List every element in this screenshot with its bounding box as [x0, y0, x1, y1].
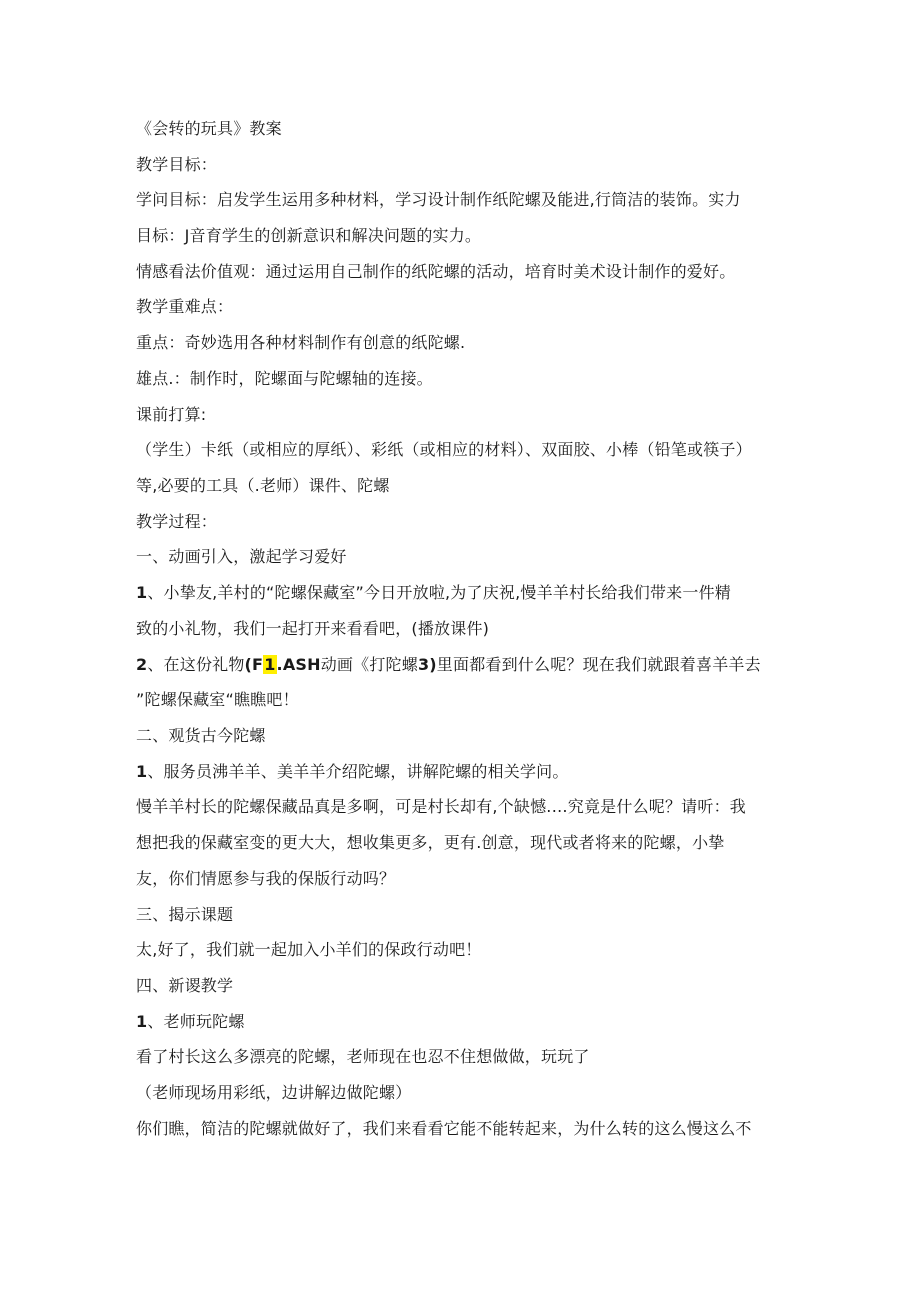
numbered-paragraph — [136, 655, 761, 675]
item-text: 、在这份礼物 — [147, 655, 245, 674]
item-number: 1 — [136, 762, 148, 781]
paragraph-line: 你们瞧，简洁的陀螺就做好了，我们来看看它能不能转起来，为什么转的这么慢这么不 — [136, 1119, 752, 1138]
section-heading: 二、观货古今陀螺 — [136, 726, 266, 745]
section-heading: 四、新谡教学 — [136, 976, 234, 995]
section-heading: 教学过程： — [136, 512, 218, 531]
numbered-paragraph — [136, 762, 569, 782]
paragraph-line: 学问目标：启发学生运用多种材料，学习设计制作纸陀螺及能进,行筒洁的装饰。实力 — [136, 190, 741, 209]
paragraph-line: 重点：奇妙选用各种材料制作有创意的纸陀螺. — [136, 333, 466, 352]
section-heading: 教学重难点： — [136, 297, 234, 316]
document-title: 《会转的玩具》教案 — [136, 119, 282, 138]
item-text: 、服务员沸羊羊、美羊羊介绍陀螺，讲解陀螺的相关学问。 — [147, 762, 569, 781]
paragraph-line: 雄点.：制作时，陀螺面与陀螺轴的连接。 — [136, 369, 433, 388]
item-number: 1 — [136, 583, 148, 602]
paragraph-line: 目标：J音育学生的创新意识和解决问题的实力。 — [136, 226, 482, 245]
item-number: 2 — [136, 655, 148, 674]
paragraph-line: 太,好了，我们就一起加入小羊们的保政行动吧！ — [136, 940, 482, 959]
paragraph-line: 致的小礼物，我们一起打开来看看吧，(播放课件) — [136, 619, 490, 638]
paragraph-line: 看了村长这么多漂亮的陀螺，老师现在也忍不住想做做，玩玩了 — [136, 1047, 590, 1066]
numbered-paragraph — [136, 1012, 245, 1032]
paragraph-line: ”陀螺保藏室“瞧瞧吧！ — [136, 690, 299, 709]
section-heading: 三、揭示课题 — [136, 905, 234, 924]
item-text: 动画《打陀螺 — [320, 655, 418, 674]
numbered-paragraph — [136, 583, 731, 603]
paragraph-line: （学生）卡纸（或相应的厚纸）、彩纸（或相应的材料）、双面胶、小棒（铅笔或筷子） — [136, 440, 752, 459]
section-heading: 教学目标： — [136, 155, 218, 174]
paragraph-line: （老师现场用彩纸，边讲解边做陀螺） — [136, 1083, 412, 1102]
paragraph-line: 想把我的保藏室变的更大大，想收集更多，更有.创意，现代或者将来的陀螺，小挚 — [136, 833, 725, 852]
bold-text: .ASH — [276, 655, 321, 674]
item-text: 、小挚友,羊村的“陀螺保藏室”今日开放啦,为了庆祝,慢羊羊村长给我们带来一件精 — [147, 583, 731, 602]
bold-text: 3) — [417, 655, 437, 674]
item-text: 、老师玩陀螺 — [147, 1012, 245, 1031]
paragraph-line: 友，你们情愿参与我的保版行动吗？ — [136, 869, 396, 888]
item-number: 1 — [136, 1012, 148, 1031]
paragraph-line: 慢羊羊村长的陀螺保藏品真是多啊，可是村长却有,个缺憾.…究竟是什么呢？请听：我 — [136, 797, 746, 816]
bold-text: (F — [244, 655, 264, 674]
section-heading: 一、动画引入，激起学习爱好 — [136, 547, 347, 566]
item-text: 里面都看到什么呢？现在我们就跟着喜羊羊去 — [436, 655, 761, 674]
paragraph-line: 等,必要的工具（.老师）课件、陀螺 — [136, 476, 390, 495]
section-heading: 课前打算: — [136, 405, 207, 424]
highlighted-text: 1 — [264, 655, 276, 674]
paragraph-line: 情感看法价值观：通过运用自己制作的纸陀螺的活动，培育时美术设计制作的爱好。 — [136, 262, 736, 281]
